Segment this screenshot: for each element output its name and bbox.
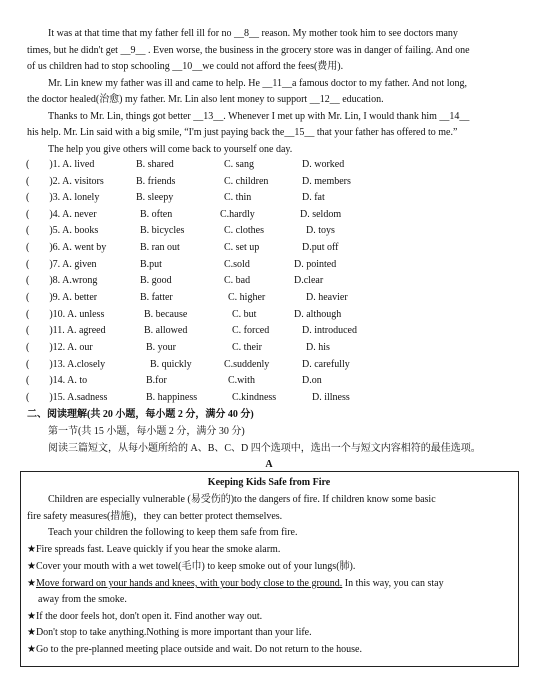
option-c[interactable]: C. sang [224,159,254,170]
question-number-option-a[interactable]: ( )2. A. visitors [26,176,104,187]
question-number-option-a[interactable]: ( )5. A. books [26,225,99,236]
question-row [26,307,526,323]
option-b[interactable]: B. your [146,342,176,353]
option-c[interactable]: C.hardly [220,209,255,220]
option-c[interactable]: C.kindness [232,392,277,403]
tip-item: ★Don't stop to take anything.Nothing is more important than your life. [27,627,312,638]
option-b[interactable]: B. sleepy [136,192,174,203]
cloze-line: times, but he didn't get __9__ . Even worse, the business in the grocery store was in danger of failing. And one [27,45,470,56]
question-row [26,290,526,306]
option-b[interactable]: B. shared [136,159,174,170]
underlined-sentence: Move forward on your hands and knees, with your body close to the ground. [35,578,343,589]
cloze-line: It was at that time that my father fell ill for no __8__ reason. My mother took him to see doctors many [48,28,458,39]
question-row [26,390,526,406]
option-c[interactable]: C.with [228,375,255,386]
passage-text: Children are especially vulnerable (易受伤的)to the dangers of fire. If children know some basic [48,494,436,505]
question-row [26,223,526,239]
option-d[interactable]: D. fat [302,192,325,203]
section-subheading: 第一节(共 15 小题，每小题 2 分，满分 30 分) [48,426,245,437]
option-d[interactable]: D. worked [302,159,345,170]
option-b[interactable]: B. happiness [146,392,198,403]
question-number-option-a[interactable]: ( )9. A. better [26,292,98,303]
question-number-option-a[interactable]: ( )3. A. lonely [26,192,100,203]
option-d[interactable]: D. illness [312,392,350,403]
option-b[interactable]: B.put [140,259,162,270]
option-d[interactable]: D.put off [302,242,339,253]
option-d[interactable]: D.on [302,375,322,386]
question-number-option-a[interactable]: ( )15. A.sadness [26,392,108,403]
option-d[interactable]: D. his [306,342,330,353]
option-d[interactable]: D. pointed [294,259,337,270]
option-b[interactable]: B. friends [136,176,176,187]
question-number-option-a[interactable]: ( )12. A. our [26,342,93,353]
passage-text: fire safety measures(措施)，they can better protect themselves. [27,511,283,522]
question-row [26,174,526,190]
option-b[interactable]: B. bicycles [140,225,185,236]
cloze-line: the doctor healed(治愈) my father. Mr. Lin also lent money to support __12__ education. [27,94,384,105]
star-icon: ★ [27,578,36,589]
cloze-line: of us children had to stop schooling __10__we could not afford the fees(费用). [27,61,344,72]
tip-item: ★Cover your mouth with a wet towel(毛巾) to keep smoke out of your lungs(肺). [27,561,356,572]
question-row [26,190,526,206]
cloze-line: his help. Mr. Lin said with a big smile, “I'm just paying back the__15__ that your father has offered to me.” [27,127,458,138]
question-row [26,373,526,389]
option-c[interactable]: C.suddenly [224,359,270,370]
section-heading: 二、阅读理解(共 20 小题，每小题 2 分，满分 40 分) [27,409,254,420]
option-b[interactable]: B. quickly [150,359,192,370]
option-c[interactable]: C.sold [224,259,250,270]
section-instructions: 阅读三篇短文，从每小题所给的 A、B、C、D 四个选项中，选出一个与短文内容相符的最佳选项。 [48,443,481,454]
question-number-option-a[interactable]: ( )11. A. agreed [26,325,106,336]
tip-item [27,578,444,590]
option-d[interactable]: D. seldom [300,209,342,220]
tip-item: away from the smoke. [38,594,127,605]
option-d[interactable]: D. members [302,176,351,187]
question-number-option-a[interactable]: ( )13. A.closely [26,359,106,370]
question-row [26,207,526,223]
option-c[interactable]: C. forced [232,325,270,336]
option-b[interactable]: B. fatter [140,292,173,303]
question-row [26,157,526,173]
question-row [26,240,526,256]
tip-item: ★Go to the pre-planned meeting place outside and wait. Do not return to the house. [27,644,362,655]
passage-letter: A [265,459,273,470]
tip-item: ★If the door feels hot, don't open it. Find another way out. [27,611,263,622]
question-row [26,323,526,339]
option-c[interactable]: C. higher [228,292,266,303]
option-d[interactable]: D. introduced [302,325,357,336]
option-c[interactable]: C. thin [224,192,252,203]
option-d[interactable]: D. carefully [302,359,350,370]
option-c[interactable]: C. but [232,309,257,320]
option-b[interactable]: B. good [140,275,172,286]
option-b[interactable]: B. ran out [140,242,180,253]
question-row [26,257,526,273]
option-b[interactable]: B. because [144,309,188,320]
question-number-option-a[interactable]: ( )7. A. given [26,259,97,270]
option-d[interactable]: D.clear [294,275,324,286]
option-c[interactable]: C. children [224,176,269,187]
cloze-line: The help you give others will come back to yourself one day. [48,144,293,155]
option-b[interactable]: B. often [140,209,173,220]
option-c[interactable]: C. set up [224,242,260,253]
tip-text: In this way, you can stay [342,578,444,589]
passage-text: Teach your children the following to keep them safe from fire. [48,527,298,538]
cloze-line: Thanks to Mr. Lin, things got better __13__. Whenever I met up with Mr. Lin, I would thank him __14__ [48,111,470,122]
option-d[interactable]: D. toys [306,225,335,236]
question-row [26,340,526,356]
question-number-option-a[interactable]: ( )8. A.wrong [26,275,98,286]
option-d[interactable]: D. heavier [306,292,348,303]
question-row [26,357,526,373]
option-d[interactable]: D. although [294,309,342,320]
question-row [26,273,526,289]
option-b[interactable]: B.for [146,375,167,386]
question-number-option-a[interactable]: ( )4. A. never [26,209,97,220]
tip-item: ★Fire spreads fast. Leave quickly if you hear the smoke alarm. [27,544,281,555]
option-c[interactable]: C. bad [224,275,251,286]
option-b[interactable]: B. allowed [144,325,188,336]
question-number-option-a[interactable]: ( )14. A. to [26,375,88,386]
question-number-option-a[interactable]: ( )6. A. went by [26,242,107,253]
option-c[interactable]: C. clothes [224,225,264,236]
question-number-option-a[interactable]: ( )10. A. unless [26,309,105,320]
option-c[interactable]: C. their [232,342,262,353]
passage-title: Keeping Kids Safe from Fire [207,477,331,488]
question-number-option-a[interactable]: ( )1. A. lived [26,159,95,170]
cloze-line: Mr. Lin knew my father was ill and came to help. He __11__a famous doctor to my father. And not long, [48,78,467,89]
